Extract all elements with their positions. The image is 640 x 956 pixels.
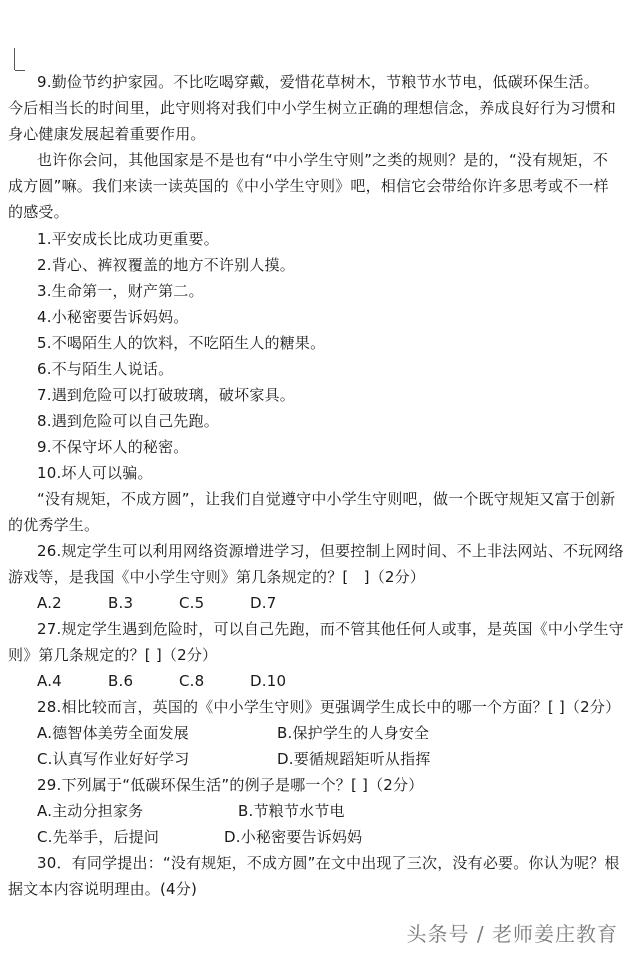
question-26-cont: 游戏等，是我国《中小学生守则》第几条规定的？[ ]（2分） xyxy=(8,568,426,586)
text-line: 今后相当长的时间里，此守则将对我们中小学生树立正确的理想信念，养成良好行为习惯和 xyxy=(8,99,617,117)
q29-option-d: D.小秘密要告诉妈妈 xyxy=(224,828,363,846)
question-27: 27.规定学生遇到危险时，可以自己先跑，而不管其他任何人或事，是英国《中小学生守 xyxy=(37,620,624,638)
question-29: 29.下列属于“低碳环保生活”的例子是哪一个？[ ]（2分） xyxy=(37,776,424,794)
q29-option-a: A.主动分担家务 xyxy=(37,802,144,820)
q27-option-d: D.10 xyxy=(250,672,287,690)
q28-option-b: B.保护学生的人身安全 xyxy=(277,724,430,742)
question-28: 28.相比较而言，英国的《中小学生守则》更强调学生成长中的哪一个方面？[ ]（2分） xyxy=(37,698,621,716)
rule-item: 4.小秘密要告诉妈妈。 xyxy=(37,308,189,326)
text-line: 身心健康发展起着重要作用。 xyxy=(8,125,206,143)
rule-item: 7.遇到危险可以打破玻璃，破坏家具。 xyxy=(37,386,295,404)
text-line: 也许你会问，其他国家是不是也有“中小学生守则”之类的规则？是的，“没有规矩，不 xyxy=(37,151,609,169)
q29-option-c: C.先举手，后提问 xyxy=(37,828,160,846)
watermark: 头条号 / 老师姜庄教育 xyxy=(406,922,618,946)
rule-item: 5.不喝陌生人的饮料，不吃陌生人的糖果。 xyxy=(37,334,326,352)
q26-option-c: C.5 xyxy=(179,594,205,612)
rule-item: 6.不与陌生人说话。 xyxy=(37,360,174,378)
question-30-cont: 据文本内容说明理由。(4分) xyxy=(8,880,198,898)
crop-mark xyxy=(14,48,15,70)
text-line: “没有规矩，不成方圆”，让我们自觉遵守中小学生守则吧，做一个既守规矩又富于创新 xyxy=(37,490,616,508)
text-line: 9.勤俭节约护家园。不比吃喝穿戴，爱惜花草树木，节粮节水节电，低碳环保生活。 xyxy=(37,73,599,91)
rule-item: 1.平安成长比成功更重要。 xyxy=(37,230,219,248)
text-line: 的感受。 xyxy=(8,203,69,221)
text-line: 的优秀学生。 xyxy=(8,516,100,534)
rule-item: 9.不保守坏人的秘密。 xyxy=(37,438,189,456)
rule-item: 10.坏人可以骗。 xyxy=(37,464,153,482)
q27-option-b: B.6 xyxy=(108,672,134,690)
rule-item: 8.遇到危险可以自己先跑。 xyxy=(37,412,219,430)
q29-option-b: B.节粮节水节电 xyxy=(238,802,345,820)
q28-option-c: C.认真写作业好好学习 xyxy=(37,750,190,768)
q26-option-b: B.3 xyxy=(108,594,134,612)
q28-option-d: D.要循规蹈矩听从指挥 xyxy=(277,750,431,768)
question-26: 26.规定学生可以利用网络资源增进学习，但要控制上网时间、不上非法网站、不玩网络 xyxy=(37,542,624,560)
q28-option-a: A.德智体美劳全面发展 xyxy=(37,724,189,742)
question-27-cont: 则》第几条规定的？[ ]（2分） xyxy=(8,646,218,664)
text-line: 成方圆”嘛。我们来读一读英国的《中小学生守则》吧，相信它会带给你许多思考或不一样 xyxy=(8,177,609,195)
q27-option-c: C.8 xyxy=(179,672,205,690)
question-30: 30．有同学提出：“没有规矩，不成方圆”在文中出现了三次，没有必要。你认为呢？根 xyxy=(37,854,620,872)
q27-option-a: A.4 xyxy=(37,672,62,690)
rule-item: 3.生命第一，财产第二。 xyxy=(37,282,204,300)
q26-option-a: A.2 xyxy=(37,594,62,612)
q26-option-d: D.7 xyxy=(250,594,277,612)
rule-item: 2.背心、裤衩覆盖的地方不许别人摸。 xyxy=(37,256,295,274)
